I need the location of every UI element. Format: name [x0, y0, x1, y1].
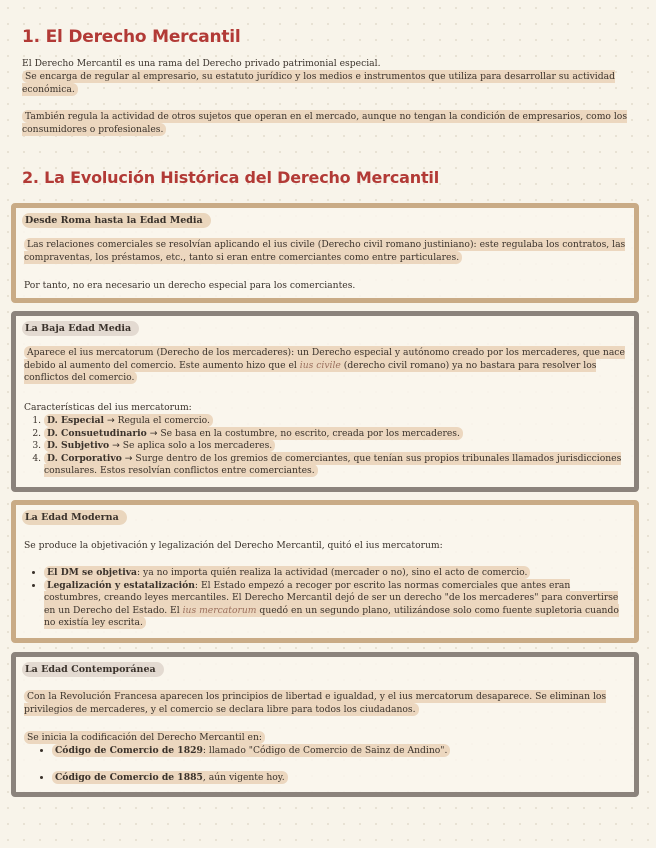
highlight-ius-mercatorum — [24, 346, 625, 384]
highlight-revolucion: Con la Revolución Francesa aparecen los principios de libertad e igualdad, y el ius mercatorum desaparece. Se eliminan los privilegios de mercaderes, y el comercio se declara libre para todos los ciudadanos. — [24, 691, 607, 715]
intro-paragraph-1: El Derecho Mercantil es una rama del Derecho privado patrimonial especial. — [22, 58, 381, 69]
highlight-roma: Las relaciones comerciales se resolvían aplicando el ius civile (Derecho civil romano justiniano): este regulaba los contratos, las compraventas, los préstamos, etc., tanto si eran entre comerciantes como entre particulares. — [24, 239, 626, 263]
tag-baja-edad-media: La Baja Edad Media — [22, 321, 139, 336]
codigos-list — [52, 745, 626, 784]
list-item: • El DM se objetiva: ya no importa quién realiza la actividad (mercader o no), sino el acto de comercio. — [44, 567, 626, 580]
list-item: • Código de Comercio de 1885, aún vigente hoy. — [52, 772, 626, 785]
baja-text-a: Aparece el ius mercatorum (Derecho de los mercaderes): un Derecho especial y autónomo creado por los mercaderes, que nace debido al aumento del comercio. Este aumento hizo que el — [24, 347, 625, 371]
list-item: 1. D. Especial → Regula el comercio. — [44, 415, 626, 428]
section-title-derecho-mercantil: 1. El Derecho Mercantil — [22, 27, 241, 47]
roma-paragraph-2: Por tanto, no era necesario un derecho especial para los comerciantes. — [24, 280, 356, 291]
baja-text-b: (derecho civil romano) ya no bastara para resolver los conflictos del comercio. — [24, 359, 597, 383]
highlight-codificacion: Se inicia la codificación del Derecho Mercantil en: — [24, 731, 265, 744]
roma-paragraph-1 — [24, 239, 626, 264]
box-edad-moderna — [11, 500, 639, 643]
highlight-intro: Se encarga de regular al empresario, su estatuto jurídico y los medios e instrumentos que utiliza para desarrollar su actividad económica. — [22, 71, 615, 95]
section-title-evolucion: 2. La Evolución Histórica del Derecho Mercantil — [22, 168, 439, 187]
list-item: 2. D. Consuetudinario → Se basa en la costumbre, no escrito, creada por los mercaderes. — [44, 428, 626, 441]
list-item: • Código de Comercio de 1829: llamado "Código de Comercio de Sainz de Andino". — [52, 745, 626, 758]
intro-paragraph-2 — [22, 71, 638, 96]
moderna-paragraph-1: Se produce la objetivación y legalización del Derecho Mercantil, quitó el ius mercatorum: — [24, 540, 443, 551]
intro-paragraph-3 — [22, 111, 638, 136]
list-item: 3. D. Subjetivo → Se aplica solo a los mercaderes. — [44, 440, 626, 453]
contemporanea-paragraph-2 — [24, 732, 626, 745]
tag-roma: Desde Roma hasta la Edad Media — [22, 213, 211, 228]
tag-edad-contemporanea: La Edad Contemporánea — [22, 662, 164, 677]
box-edad-contemporanea — [11, 652, 639, 797]
highlight-otros-sujetos: También regula la actividad de otros sujetos que operan en el mercado, aunque no tengan la condición de empresarios, como los consumidores o profesionales. — [22, 111, 628, 135]
moderna-list — [44, 567, 626, 630]
contemporanea-paragraph-1 — [24, 691, 626, 716]
baja-ius-civile: ius civile — [299, 359, 341, 371]
list-item: • Legalización y estatalización: El Estado empezó a recoger por escrito las normas comerciales que antes eran costumbres, creando leyes mercantiles. El Derecho Mercantil dejó de ser un derecho "de los mercaderes" para convertirse en un Derecho del Estado. El ius mercatorum quedó en un segundo plano, utilizándose solo como fuente supletoria cuando no existía ley escrita. — [44, 580, 626, 630]
box-baja-edad-media — [11, 311, 639, 492]
list-item: 4. D. Corporativo → Surge dentro de los gremios de comerciantes, que tenían sus propios tribunales llamados jurisdicciones consulares. Estos resolvían conflictos entre comerciantes. — [44, 453, 626, 478]
box-roma-edad-media — [11, 203, 639, 303]
caracteristicas-title: Características del ius mercatorum: — [24, 402, 192, 413]
baja-paragraph-1 — [24, 347, 626, 385]
caracteristicas-list — [44, 415, 626, 478]
tag-edad-moderna: La Edad Moderna — [22, 510, 127, 525]
